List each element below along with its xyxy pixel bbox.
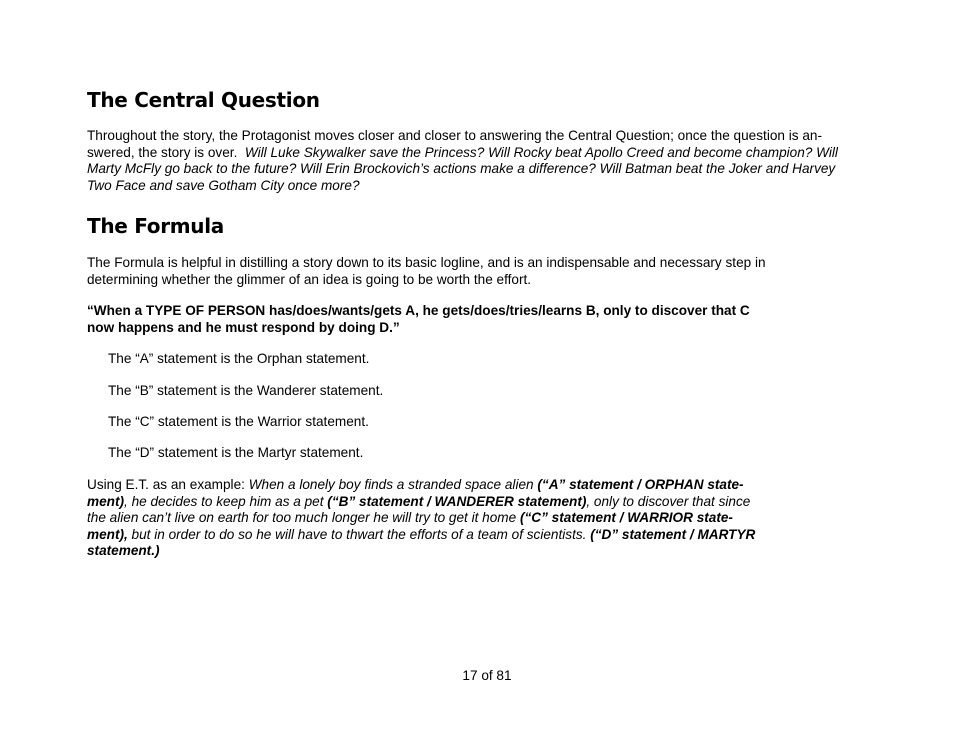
example-text: , he decides to keep him as a pet (124, 493, 328, 509)
example-questions: Marty McFly go back to the future? Will Erin Brockovich’s actions make a difference? Will Batman beat the Joker and Harvey (87, 161, 836, 177)
example-line (87, 477, 755, 494)
example-line (87, 527, 755, 544)
formula-statement (87, 303, 750, 336)
statement-c: The “C” statement is the Warrior statement. (108, 414, 369, 429)
central-question-heading: The Central Question (87, 88, 320, 112)
statement-tag-a: ment) (87, 493, 125, 509)
formula-intro-paragraph (87, 255, 766, 288)
page-number: 17 of 81 (462, 668, 512, 683)
statement-tag-d: statement.) (87, 543, 160, 559)
statement-tag-b: (“B” statement / WANDERER statement) (327, 493, 587, 509)
formula-line: “When a TYPE OF PERSON has/does/wants/gets A, he gets/does/tries/learns B, only to discover that C (87, 303, 750, 318)
example-lead: Using E.T. as an example: (87, 477, 249, 492)
example-questions: Two Face and save Gotham City once more? (87, 177, 360, 193)
statement-tag-d: (“D” statement / MARTYR (590, 526, 756, 542)
statement-tag-a: (“A” statement / ORPHAN state- (537, 477, 744, 492)
statement-d: The “D” statement is the Martyr statement. (108, 445, 364, 460)
example-line (87, 510, 755, 527)
example-text: but in order to do so he will have to thwart the efforts of a team of scientists. (127, 526, 591, 542)
example-questions: Will Luke Skywalker save the Princess? Will Rocky beat Apollo Creed and become champion? Will (244, 144, 838, 160)
statement-tag-c: ment), (87, 526, 128, 542)
example-line (87, 494, 755, 511)
paragraph-line: The Formula is helpful in distilling a story down to its basic logline, and is an indispensable and necessary step in (87, 255, 766, 270)
example-text: When a lonely boy finds a stranded space alien (248, 477, 538, 492)
example-text: , only to discover that since (586, 493, 751, 509)
et-example-paragraph (87, 477, 755, 560)
paragraph-line: Throughout the story, the Protagonist moves closer and closer to answering the Central Question; once the question is an- (87, 128, 822, 143)
statement-b: The “B” statement is the Wanderer statement. (108, 383, 384, 398)
formula-line: now happens and he must respond by doing D.” (87, 319, 400, 335)
central-question-paragraph (87, 128, 838, 194)
statement-a: The “A” statement is the Orphan statement. (108, 351, 370, 366)
statement-tag-c: (“C” statement / WARRIOR state- (519, 510, 733, 526)
example-text: the alien can’t live on earth for too much longer he will try to get it home (87, 510, 520, 526)
paragraph-line: determining whether the glimmer of an idea is going to be worth the effort. (87, 271, 532, 287)
formula-heading: The Formula (87, 214, 224, 238)
paragraph-text: swered, the story is over. (87, 144, 238, 160)
paragraph-line (87, 145, 838, 162)
